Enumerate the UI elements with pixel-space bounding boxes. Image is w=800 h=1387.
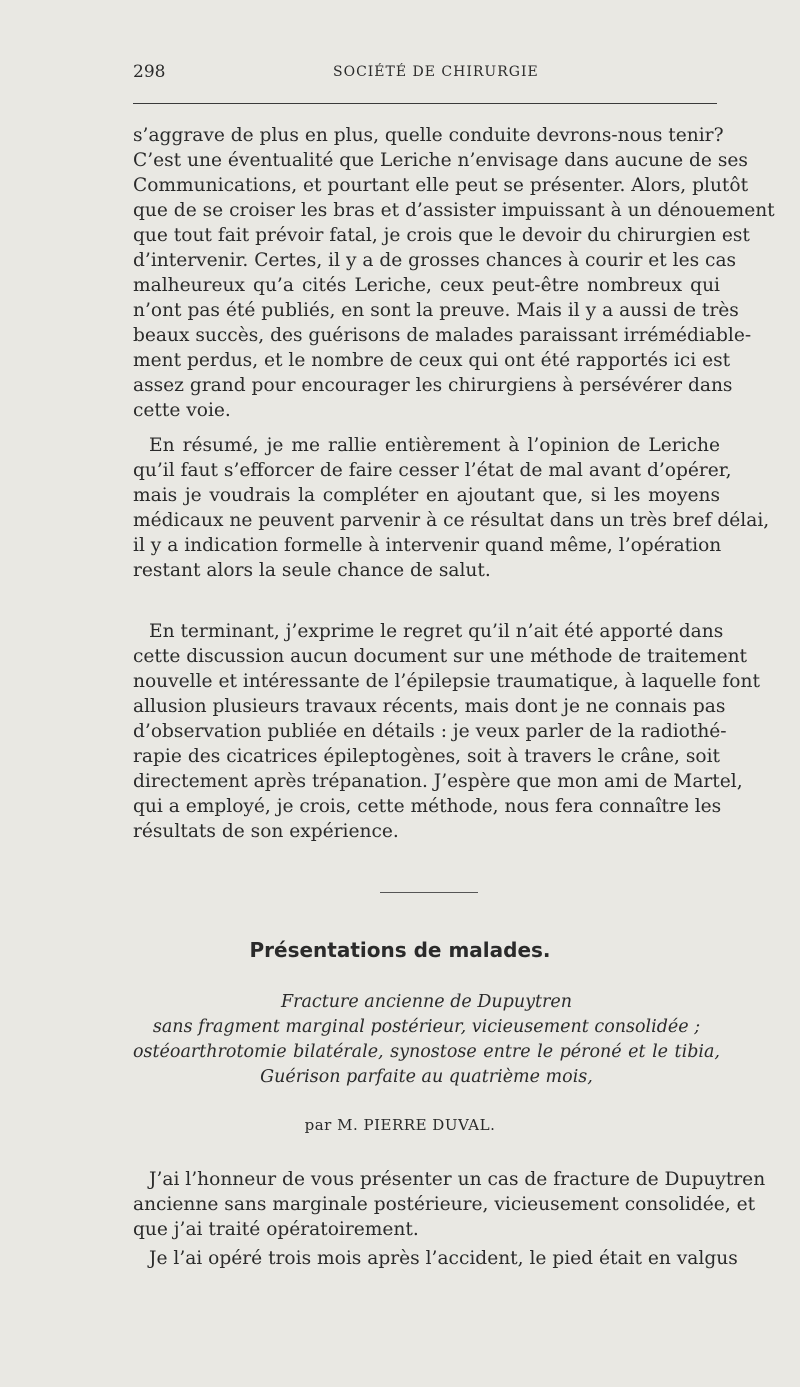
text-line: que de se croiser les bras et d’assister impuissant à un dénouement — [133, 200, 775, 221]
text-line: médicaux ne peuvent parvenir à ce résultat dans un très bref délai, — [133, 510, 770, 531]
text-line: qu’il faut s’efforcer de faire cesser l’état de mal avant d’opérer, — [133, 460, 732, 481]
author-byline: par M. PIERRE DUVAL. — [304, 1116, 496, 1134]
text-line: Communications, et pourtant elle peut se présenter. Alors, plutôt — [133, 175, 749, 196]
text-line: rapie des cicatrices épileptogènes, soit à travers le crâne, soit — [133, 746, 720, 767]
text-line: d’intervenir. Certes, il y a de grosses chances à courir et les cas — [133, 250, 737, 271]
text-line: directement après trépanation. J’espère que mon ami de Martel, — [133, 771, 743, 792]
text-line: assez grand pour encourager les chirurgiens à persévérer dans — [133, 375, 733, 396]
text-line: J’ai l’honneur de vous présenter un cas de fracture de Dupuytren — [149, 1169, 766, 1190]
article-title — [133, 990, 720, 1090]
text-line: nouvelle et intéressante de l’épilepsie traumatique, à laquelle font — [133, 671, 760, 692]
running-title: SOCIÉTÉ DE CHIRURGIE — [333, 64, 539, 80]
paragraph-2 — [133, 433, 770, 583]
title-line: sans fragment marginal postérieur, vicieusement consolidée ; — [152, 1017, 701, 1037]
title-line: ostéoarthrotomie bilatérale, synostose entre le péroné et le tibia, — [133, 1042, 720, 1062]
text-line: mais je voudrais la compléter en ajoutant que, si les moyens — [133, 485, 720, 506]
section-divider — [380, 892, 478, 893]
text-line: restant alors la seule chance de salut. — [133, 560, 491, 581]
paragraph-3 — [133, 619, 760, 844]
text-line: ment perdus, et le nombre de ceux qui ont été rapportés ici est — [133, 350, 731, 371]
text-line: allusion plusieurs travaux récents, mais dont je ne connais pas — [133, 696, 726, 717]
text-line: n’ont pas été publiés, en sont la preuve. Mais il y a aussi de très — [133, 300, 739, 321]
text-line: En terminant, j’exprime le regret qu’il n’ait été apporté dans — [149, 621, 724, 642]
text-line: il y a indication formelle à intervenir quand même, l’opération — [133, 535, 722, 556]
page-header — [133, 62, 718, 86]
text-line: cette discussion aucun document sur une méthode de traitement — [133, 646, 748, 667]
text-line: malheureux qu’a cités Leriche, ceux peut-être nombreux qui — [133, 275, 720, 296]
text-line: qui a employé, je crois, cette méthode, nous fera connaître les — [133, 796, 722, 817]
text-line: Je l’ai opéré trois mois après l’accident, le pied était en valgus — [149, 1248, 738, 1269]
text-line: d’observation publiée en détails : je veux parler de la radiothé- — [133, 721, 727, 742]
paragraph-1 — [133, 123, 775, 423]
paragraph-4 — [133, 1167, 766, 1242]
text-line: que tout fait prévoir fatal, je crois que le devoir du chirurgien est — [133, 225, 750, 246]
text-line: beaux succès, des guérisons de malades paraissant irrémédiable- — [133, 325, 752, 346]
paragraph-5 — [133, 1246, 738, 1271]
text-line: que j’ai traité opératoirement. — [133, 1219, 419, 1240]
text-line: C’est une éventualité que Leriche n’envisage dans aucune de ses — [133, 150, 748, 171]
section-title: Présentations de malades. — [249, 938, 551, 962]
title-line: Fracture ancienne de Dupuytren — [280, 992, 573, 1012]
text-line: résultats de son expérience. — [133, 821, 399, 842]
text-line: ancienne sans marginale postérieure, vicieusement consolidée, et — [133, 1194, 756, 1215]
text-line: cette voie. — [133, 400, 231, 421]
title-line: Guérison parfaite au quatrième mois, — [260, 1067, 593, 1087]
text-line: En résumé, je me rallie entièrement à l’opinion de Leriche — [149, 435, 720, 456]
header-rule — [133, 103, 717, 104]
text-line: s’aggrave de plus en plus, quelle conduite devrons-nous tenir? — [133, 125, 724, 146]
page-number: 298 — [133, 62, 166, 82]
